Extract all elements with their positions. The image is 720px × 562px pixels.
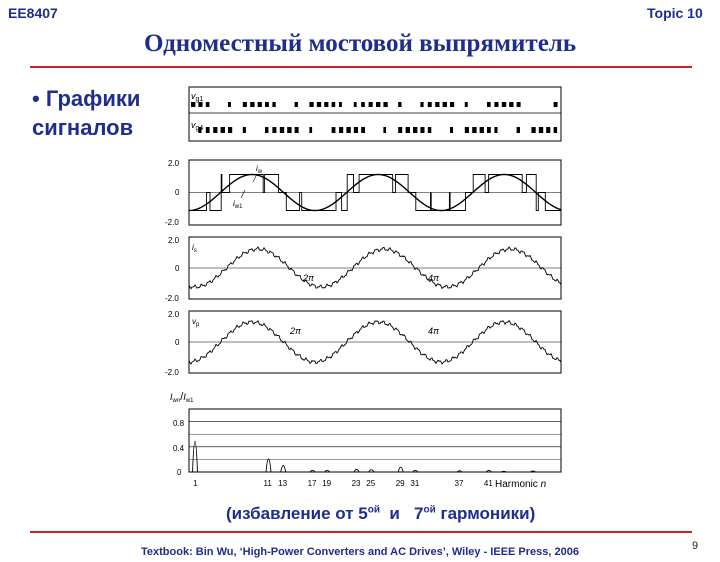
gate-pulse [206,127,210,133]
gate-pulse [406,127,410,133]
gate-pulse [361,127,365,133]
gate-pulse [324,102,328,107]
spectrum-xtick-23: 23 [351,479,361,488]
gate-pulse [494,127,497,133]
vp-4pi-label: 4π [428,326,440,336]
gate-pulse [332,102,336,107]
spectrum-ytick-0: 0 [177,468,182,477]
vp-ytick-bottom: -2.0 [165,368,179,377]
gate-pulse [265,102,269,107]
gate-pulse [420,102,423,107]
spectrum-bars [193,441,536,472]
gate-pulse [258,102,262,107]
gate-pulse [450,127,453,133]
gate-pulse [346,127,350,133]
spectrum-xtick-13: 13 [278,479,288,488]
spectrum-xtick-11: 11 [263,479,272,488]
gate-pulse [280,127,284,133]
gate-pulse [339,102,342,107]
bottom-divider [30,531,692,533]
gate-pulse [206,102,210,107]
topic-label: Topic 10 [647,5,703,21]
iw1-label: $i_{w1}$ [233,199,243,210]
gate-pulse [369,102,373,107]
spectrum-bar-h29 [398,467,403,472]
gate-pulse [309,127,312,133]
spectrum-panel [189,409,561,472]
gate-pulse [287,127,291,133]
gate-pulse [228,127,232,133]
gate-pulse [413,127,417,133]
vp-waveform [189,321,561,364]
bullet-text [32,84,182,142]
gate-pulse [517,127,520,133]
gate-pulse [361,102,365,107]
gate-v-g1-pulses [191,102,558,107]
gate-pulse [383,127,386,133]
is-ytick-zero: 0 [175,264,180,273]
gate-pulse [517,102,521,107]
vp-label: $v_p$ [192,317,200,328]
spectrum-bar-h11 [266,459,271,472]
vp-2pi-label: 2π [290,326,302,336]
gate-pulse [502,102,506,107]
top-divider [30,66,692,68]
is-4pi-label: 4π [428,273,440,283]
is-label: $i_s$ [192,243,197,254]
is-ytick-bottom: -2.0 [165,294,179,303]
spectrum-xtick-41: 41 [483,479,493,488]
iw1-pointer [241,190,245,198]
gate-pulse [465,102,468,107]
gate-pulse [554,102,558,107]
spectrum-ytick-04: 0.4 [173,444,185,453]
course-code: EE8407 [8,5,58,21]
gate-pulse [354,102,357,107]
gate-pulse [554,127,558,133]
gate-pulse [480,127,484,133]
spectrum-x-ticklabels [193,479,493,488]
gate-pulse [272,127,276,133]
gate-pulse [428,102,432,107]
spectrum-bar-h1 [193,441,198,472]
spectrum-xtick-19: 19 [322,479,332,488]
gate-pulse [487,102,491,107]
gate-pulse [243,102,247,107]
is-2pi-label: 2π [303,273,315,283]
gate-pulse [435,102,439,107]
gate-pulse [531,127,535,133]
spectrum-ylabel: $I_{wn}/I_{w1}$ [170,391,194,404]
gate-v-g4-pulses [198,127,557,133]
gate-pulse [509,102,513,107]
spectrum-xtick-29: 29 [395,479,405,488]
spectrum-xtick-31: 31 [410,479,420,488]
gate-pulse [494,102,498,107]
vp-ytick-zero: 0 [175,338,180,347]
gate-pulse [546,127,550,133]
vp-ytick-top: 2.0 [168,310,180,319]
gate-pulse [295,102,298,107]
gate-pulse [221,127,225,133]
gate-pulse [250,102,254,107]
gate-pulse [450,102,454,107]
spectrum-xtick-1: 1 [193,479,198,488]
is-ytick-top: 2.0 [168,236,180,245]
figure-caption: (избавление от $5^{ой}$ и $7^{ой}$ гармоники) [226,504,536,523]
gate-pulse [295,127,299,133]
spectrum-ytick-08: 0.8 [173,419,185,428]
iw-ytick-top: 2.0 [168,159,180,168]
gate-pulse [487,127,491,133]
spectrum-bar-h13 [281,465,286,472]
gate-pulse [398,102,401,107]
gate-pulse [317,102,321,107]
bullet-line1: Графики [45,86,141,111]
gate-pulse [420,127,424,133]
waveform-figure [165,82,565,494]
bullet-line2: сигналов [32,115,134,140]
page-number: 9 [692,540,699,552]
gate-pulse [228,102,231,107]
spectrum-xlabel: Harmonic n [495,479,547,490]
iw-ytick-bottom: -2.0 [165,218,179,227]
iw-label: $i_w$ [256,164,263,175]
spectrum-xtick-17: 17 [307,479,317,488]
gate-pulse [243,127,246,133]
gate-pulse [332,127,336,133]
spectrum-xtick-25: 25 [366,479,376,488]
spectrum-xtick-37: 37 [454,479,464,488]
slide-title: Одноместный мостовой выпрямитель [143,30,577,57]
gate-pulse [272,102,275,107]
gate-pulse [376,102,380,107]
gate-pulse [398,127,402,133]
gate-pulse [354,127,358,133]
gate-pulse [428,127,432,133]
gate-pulse [539,127,543,133]
gate-pulse [443,102,447,107]
iw-ytick-zero: 0 [175,188,180,197]
gate-pulse [465,127,469,133]
spectrum-gridlines [189,422,561,460]
bullet-marker: • [32,86,40,111]
textbook-reference: Textbook: Bin Wu, ‘High-Power Converters and AC Drives’, Wiley - IEEE Press, 2006 [141,546,579,558]
gate-pulse [383,102,387,107]
gate-pulse [472,127,476,133]
gate-pulse [339,127,343,133]
gate-pulse [213,127,217,133]
gate-pulse [309,102,313,107]
gate-pulse [265,127,268,133]
vg4-label: $v_{g4}$ [191,120,204,132]
vg1-label: $v_{g1}$ [191,91,204,103]
